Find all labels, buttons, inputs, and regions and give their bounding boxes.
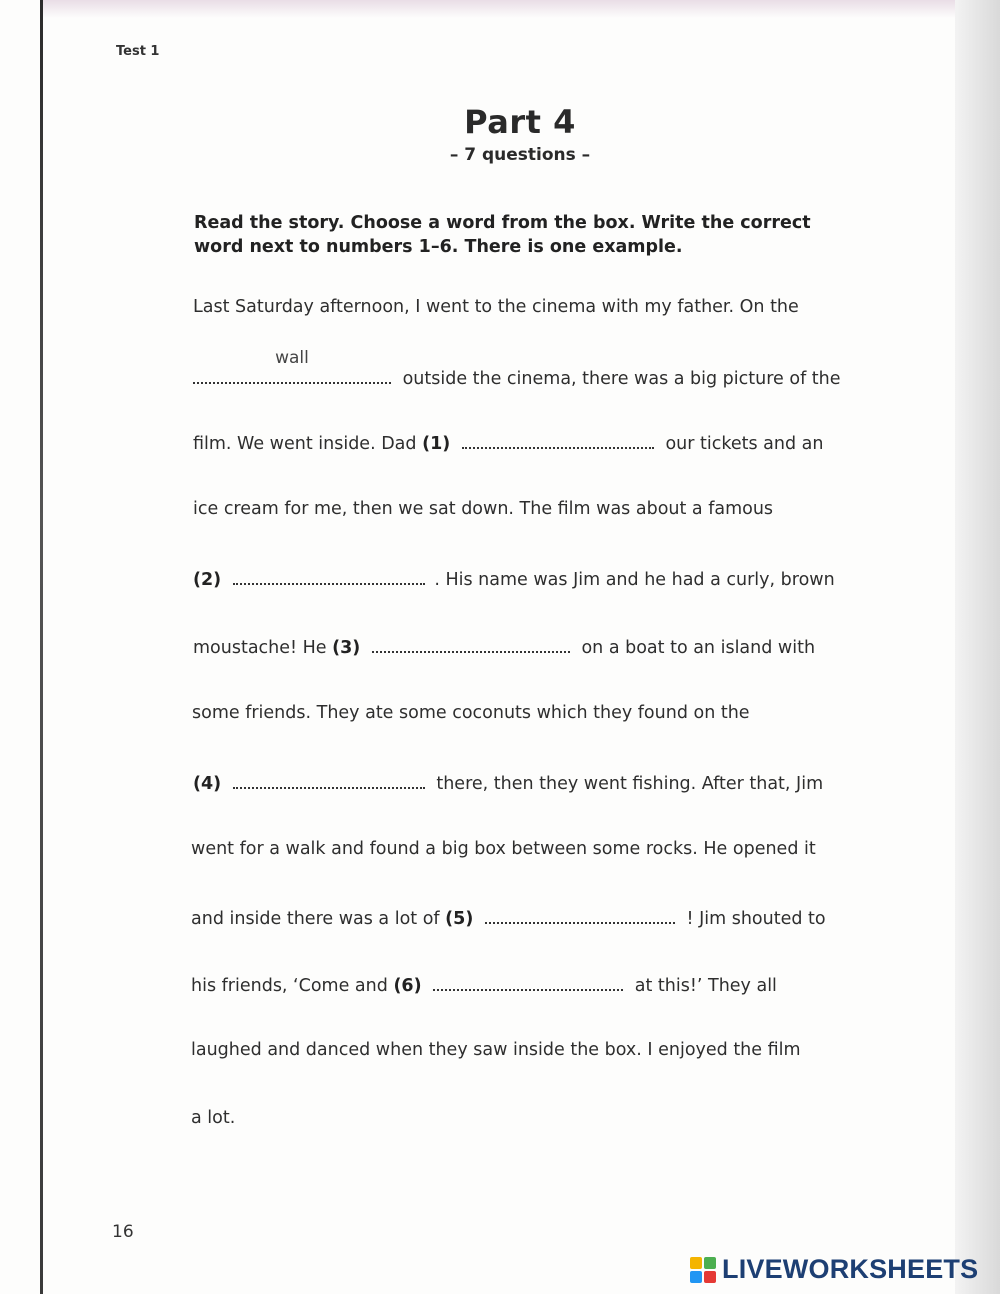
example-blank — [193, 348, 391, 384]
page-title: Part 4 — [464, 103, 576, 141]
answer-blank-3[interactable] — [372, 635, 570, 653]
watermark-text: LIVEWORKSHEETS — [722, 1254, 979, 1284]
answer-blank-1[interactable] — [462, 431, 654, 449]
example-answer: wall — [275, 348, 309, 368]
answer-blank-6[interactable] — [433, 973, 623, 991]
story-line-4 — [193, 499, 773, 519]
story-text: outside the cinema, there was a big picture of the — [402, 369, 841, 389]
story-text: on a boat to an island with — [581, 638, 816, 658]
page-left-edge — [40, 0, 43, 1294]
story-line-11 — [191, 973, 777, 996]
story-line-6 — [193, 635, 815, 658]
story-text: moustache! He — [193, 638, 327, 658]
story-text: his friends, ‘Come and — [191, 976, 388, 996]
instructions: Read the story. Choose a word from the box. Write the correct word next to numbers 1–6. There is one example. — [194, 213, 811, 257]
liveworksheets-watermark — [690, 1254, 978, 1285]
story-line-7 — [192, 703, 750, 723]
story-text: our tickets and an — [665, 434, 824, 454]
story-text: ice cream for me, then we sat down. The film was about a famous — [193, 499, 774, 519]
story-text: at this!’ They all — [634, 976, 777, 996]
story-text: . His name was Jim and he had a curly, brown — [434, 570, 835, 590]
story-text: laughed and danced when they saw inside the box. I enjoyed the film — [191, 1040, 801, 1060]
story-text: ! Jim shouted to — [686, 909, 826, 929]
answer-blank-2[interactable] — [233, 567, 425, 585]
question-number-2: (2) — [193, 570, 222, 590]
answer-blank-4[interactable] — [233, 771, 425, 789]
story-line-9 — [191, 839, 816, 859]
story-text: Last Saturday afternoon, I went to the cinema with my father. On the — [193, 297, 799, 317]
story-line-8 — [193, 771, 823, 794]
question-number-6: (6) — [393, 976, 422, 996]
page-subtitle: – 7 questions – — [449, 145, 591, 165]
story-line-5 — [193, 567, 835, 590]
story-text: went for a walk and found a big box between some rocks. He opened it — [191, 839, 816, 859]
test-label: Test 1 — [116, 44, 160, 59]
story-text: a lot. — [191, 1108, 236, 1128]
question-number-3: (3) — [332, 638, 361, 658]
page-right-shadow — [955, 0, 1000, 1294]
liveworksheets-logo-icon — [690, 1257, 716, 1283]
story-line-1 — [193, 297, 799, 317]
page-top-band — [40, 0, 960, 18]
page-number: 16 — [112, 1222, 134, 1242]
story-line-3 — [193, 431, 823, 454]
story-text: and inside there was a lot of — [191, 909, 440, 929]
story-text: there, then they went fishing. After that, Jim — [436, 774, 824, 794]
question-number-5: (5) — [445, 909, 474, 929]
story-text: some friends. They ate some coconuts which they found on the — [192, 703, 750, 723]
question-number-1: (1) — [422, 434, 451, 454]
question-number-4: (4) — [193, 774, 222, 794]
story-line-10 — [191, 906, 826, 929]
story-text: film. We went inside. Dad — [193, 434, 417, 454]
story-line-13 — [191, 1108, 235, 1128]
story-line-2 — [193, 348, 841, 389]
answer-blank-5[interactable] — [485, 906, 675, 924]
story-line-12 — [191, 1040, 801, 1060]
